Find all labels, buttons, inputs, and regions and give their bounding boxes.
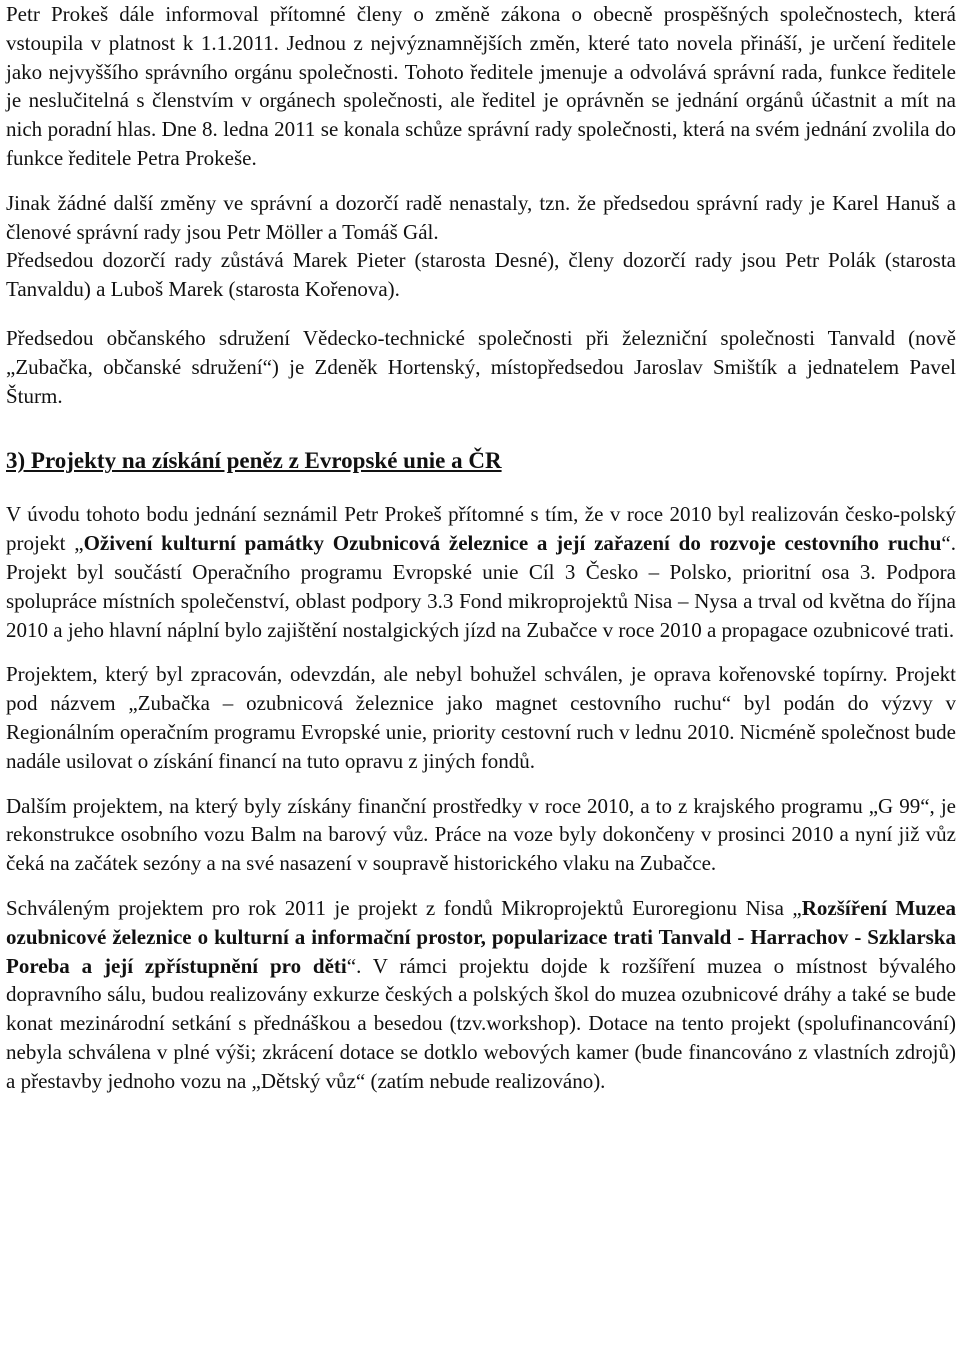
document-page: [6, 0, 956, 1096]
paragraph-supervisory-board: Předsedou dozorčí rady zůstává Marek Pieter (starosta Desné), členy dozorčí rady jsou Petr Polák (starosta Tanvaldu) a Luboš Marek (starosta Kořenova).: [6, 248, 956, 302]
paragraph-approved-project: [6, 894, 956, 1096]
approved-project-title-bold: Rozšíření Muzea ozubnicové železnice o kulturní a informační prostor, popularizace trati Tanvald - Harrachov - Szklarska Poreba a její zpřístupnění pro děti: [6, 895, 957, 978]
paragraph-association: Předsedou občanského sdružení Vědecko-technické společnosti při železniční společnosti Tanvald (nově „Zubačka, občanské sdružení“) je Zdeněk Hortenský, místopředsedou Jaroslav Smištík a jednatelem Pavel Šturm.: [6, 325, 956, 408]
paragraph-director: Petr Prokeš dále informoval přítomné členy o změně zákona o obecně prospěšných společnostech, která vstoupila v platnost k 1.1.2011. Jednou z nejvýznamnějších změn, které tato novela přináší, je určení ředitele jako nejvyššího správního orgánu společnosti. Tohoto ředitele jmenuje a odvolává správní rada, funkce ředitele je neslučitelná s členstvím v orgánech společnosti, ale ředitel je oprávněn se jednání orgánů účastnit a mít na nich poradní hlas. Dne 8. ledna 2011 se konala schůze správní rady společnosti, která na svém jednání zvolila do funkce ředitele Petra Prokeše.: [6, 2, 956, 170]
paragraph-project-intro-text-b: “. Projekt byl součástí Operačního programu Evropské unie Cíl 3 Česko – Polsko, prioritní osa 3. Podpora spolupráce místních společenství, oblast podpory 3.3 Fond mikroprojektů Nisa – Nysa a trval od května do října 2010 a jeho hlavní náplní bylo zajištění nostalgických jízd na Zubačce v roce 2010 a propagace ozubnicové trati.: [6, 531, 956, 642]
paragraph-rejected-project: Projektem, který byl zpracován, odevzdán, ale nebyl bohužel schválen, je oprava kořenovské topírny. Projekt pod názvem „Zubačka – ozubnicová železnice jako magnet cestovního ruchu“ byl podán do výzvy v Regionálním operačním programu Evropské unie, priority cestovní ruch v lednu 2010. Nicméně společnost bude nadále usilovat o získání financí na tuto opravu z jiných fondů.: [6, 662, 956, 773]
paragraph-approved-text-b: “. V rámci projektu dojde k rozšíření muzea o místnost bývalého dopravního sálu, budou realizovány exkurze českých a polských škol do muzea ozubnicové dráhy a také se bude konat mezinárodní setkání s přednáškou a besedou (tzv.workshop). Dotace na tento projekt (spolufinancování) nebyla schválena v plné výši; zkrácení dotace se dotklo webových kamer (bude financováno z vlastních zdrojů) a přestavby jednoho vozu na „Dětský vůz“ (zatím nebude realizováno).: [6, 953, 956, 1093]
paragraph-approved-text-a: Schváleným projektem pro rok 2011 je projekt z fondů Mikroprojektů Euroregionu Nisa „: [6, 895, 802, 920]
section-heading: 3) Projekty na získání peněz z Evropské unie a ČR: [6, 448, 502, 474]
paragraph-project-intro-text-a: V úvodu tohoto bodu jednání seznámil Petr Prokeš přítomné s tím, že v roce 2010 byl realizován česko-polský projekt „: [6, 502, 956, 556]
paragraph-project-intro: [6, 500, 956, 644]
paragraph-g99-project: Dalším projektem, na který byly získány finanční prostředky v roce 2010, a to z krajského programu „G 99“, je rekonstrukce osobního vozu Balm na barový vůz. Práce na voze byly dokončeny v prosinci 2010 a nyní již vůz čeká na začátek sezóny a na své nasazení v soupravě historického vlaku na Zubačce.: [6, 793, 956, 876]
project-title-bold: Oživení kulturní památky Ozubnicová železnice a její zařazení do rozvoje cestovního ruchu: [83, 531, 942, 556]
paragraph-board: Jinak žádné další změny ve správní a dozorčí radě nenastaly, tzn. že předsedou správní rady je Karel Hanuš a členové správní rady jsou Petr Möller a Tomáš Gál.: [6, 190, 956, 244]
